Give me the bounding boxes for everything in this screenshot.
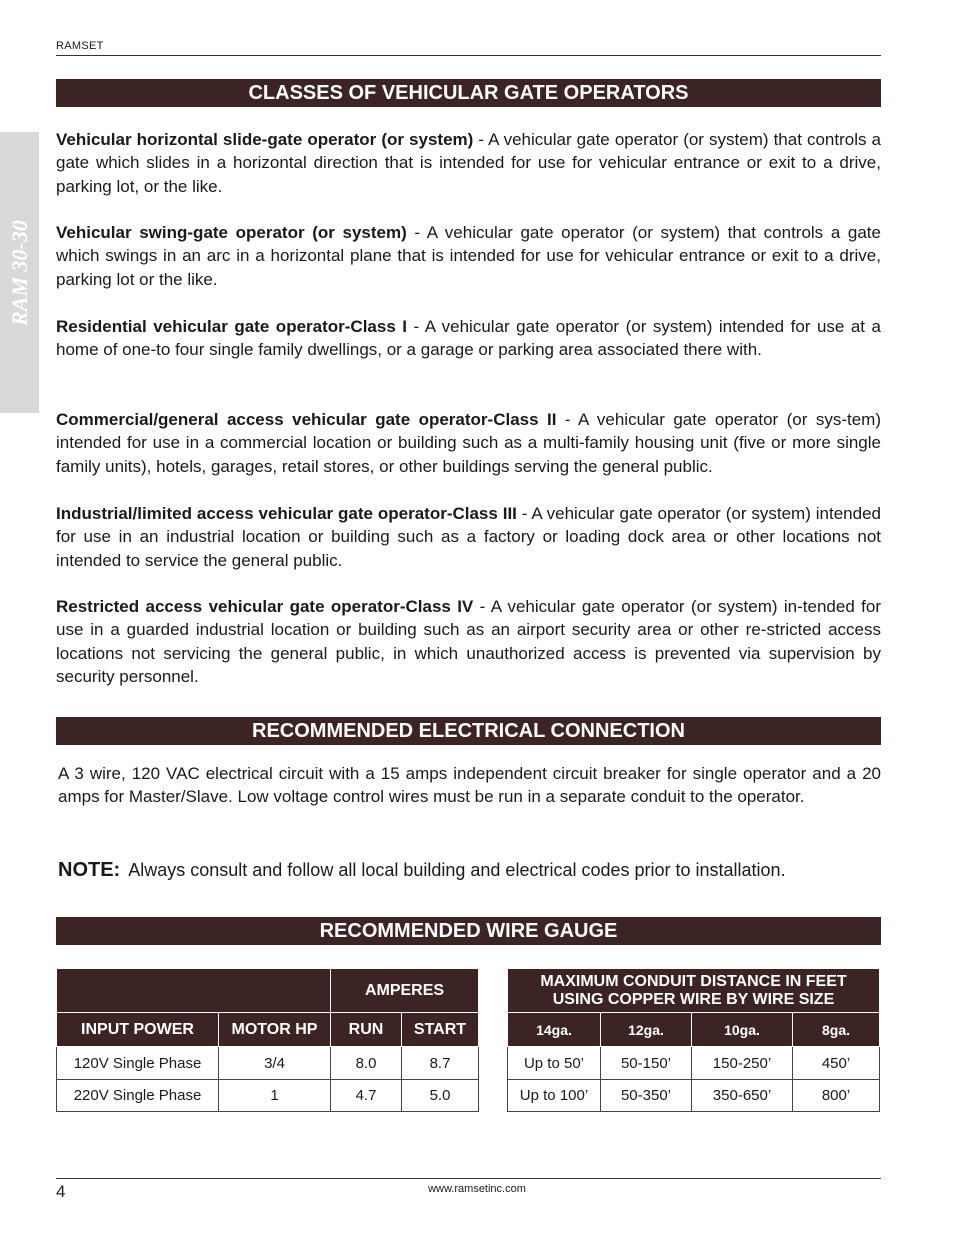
table-cell: Up to 100’ (508, 1080, 601, 1112)
footer-rule (56, 1178, 881, 1179)
column-header: RUN (331, 1013, 402, 1047)
side-tab (0, 132, 39, 413)
class-definition (56, 221, 881, 291)
table-cell: 50-150’ (601, 1047, 692, 1080)
note-text: Always consult and follow all local building and electrical codes prior to installation. (128, 860, 786, 880)
class-desc: - A vehicular gate operator (or system) in-tended for use in a guarded industrial location or building such as an airport security area or other re-stricted access locations not servicing the general public, in which unauthorized access is prevented via supervision by security personnel. (56, 597, 881, 686)
power-table (56, 968, 479, 1112)
website-link[interactable]: www.ramsetinc.com (428, 1183, 526, 1195)
class-term: Vehicular swing-gate operator (or system) (56, 223, 407, 242)
class-definition (56, 595, 881, 688)
column-header: 12ga. (601, 1013, 692, 1047)
class-desc: - A vehicular gate operator (or system) that controls a gate which slides in a horizontal direction that is intended for use for vehicular entrance or exit to a drive, parking lot, or the like. (56, 130, 882, 196)
table-cell: 220V Single Phase (57, 1080, 219, 1112)
table-cell: 1 (219, 1080, 331, 1112)
conduit-title (508, 969, 880, 1013)
class-definition (56, 502, 881, 572)
class-term: Restricted access vehicular gate operator-Class IV (56, 597, 474, 616)
brand-name: RAMSET (56, 40, 104, 52)
table-cell: 3/4 (219, 1047, 331, 1080)
note (58, 859, 786, 882)
table-header-blank (57, 969, 331, 1013)
amperes-header: AMPERES (331, 969, 479, 1013)
table-cell: 450’ (793, 1047, 880, 1080)
table-cell: 5.0 (402, 1080, 479, 1112)
class-desc: - A vehicular gate operator (or system) intended for use in an industrial location or building such as a factory or loading dock area or other locations not intended to service the general public. (56, 504, 881, 570)
class-desc: - A vehicular gate operator (or sys-tem) intended for use in a commercial location or building such as a multi-family housing unit (five or more single family units), hotels, garages, retail stores, or other buildings serving the general public. (56, 410, 882, 476)
table-header-row (57, 1013, 479, 1047)
table-header-row (57, 969, 479, 1013)
electrical-text: A 3 wire, 120 VAC electrical circuit with a 15 amps independent circuit breaker for single operator and a 20 amps for Master/Slave. Low voltage control wires must be run in a separate conduit to the operator. (58, 764, 881, 807)
table-cell: 350-650’ (692, 1080, 793, 1112)
table-row (508, 1047, 880, 1080)
page-number: 4 (56, 1182, 66, 1201)
note-label: NOTE: (58, 859, 121, 881)
column-header: START (402, 1013, 479, 1047)
table-cell: 4.7 (331, 1080, 402, 1112)
header-rule (56, 55, 881, 56)
class-term: Commercial/general access vehicular gate operator-Class II (56, 410, 557, 429)
class-desc: - A vehicular gate operator (or system) intended for use at a home of one-to four single family dwellings, or a garage or parking area associated there with. (56, 317, 881, 360)
class-term: Industrial/limited access vehicular gate operator-Class III (56, 504, 517, 523)
table-header-row (508, 1013, 880, 1047)
conduit-title-line: MAXIMUM CONDUIT DISTANCE IN FEET (540, 972, 847, 990)
class-term: Vehicular horizontal slide-gate operator (or system) (56, 130, 474, 149)
side-tab-label: RAM 30-30 (6, 219, 32, 326)
class-desc: - A vehicular gate operator (or system) that controls a gate which swings in an arc in a horizontal plane that is intended for use for vehicular entrance or exit to a drive, parking lot or the like. (56, 223, 881, 289)
section-title-classes: CLASSES OF VEHICULAR GATE OPERATORS (56, 79, 881, 107)
table-cell: 150-250’ (692, 1047, 793, 1080)
table-row (57, 1080, 479, 1112)
column-header: 14ga. (508, 1013, 601, 1047)
table-cell: 8.0 (331, 1047, 402, 1080)
class-definition (56, 315, 881, 362)
conduit-title-line: USING COPPER WIRE BY WIRE SIZE (552, 990, 835, 1008)
class-definition (56, 128, 881, 198)
table-cell: 8.7 (402, 1047, 479, 1080)
column-header: INPUT POWER (57, 1013, 219, 1047)
class-term: Residential vehicular gate operator-Class I (56, 317, 408, 336)
section-title-electrical: RECOMMENDED ELECTRICAL CONNECTION (56, 717, 881, 745)
conduit-table (507, 968, 880, 1112)
table-row (57, 1047, 479, 1080)
table-row (508, 1080, 880, 1112)
column-header: MOTOR HP (219, 1013, 331, 1047)
column-header: 8ga. (793, 1013, 880, 1047)
column-header: 10ga. (692, 1013, 793, 1047)
table-cell: Up to 50’ (508, 1047, 601, 1080)
section-title-wire-gauge: RECOMMENDED WIRE GAUGE (56, 917, 881, 945)
table-cell: 800’ (793, 1080, 880, 1112)
class-definition (56, 408, 881, 478)
table-cell: 50-350’ (601, 1080, 692, 1112)
table-header-row (508, 969, 880, 1013)
table-cell: 120V Single Phase (57, 1047, 219, 1080)
